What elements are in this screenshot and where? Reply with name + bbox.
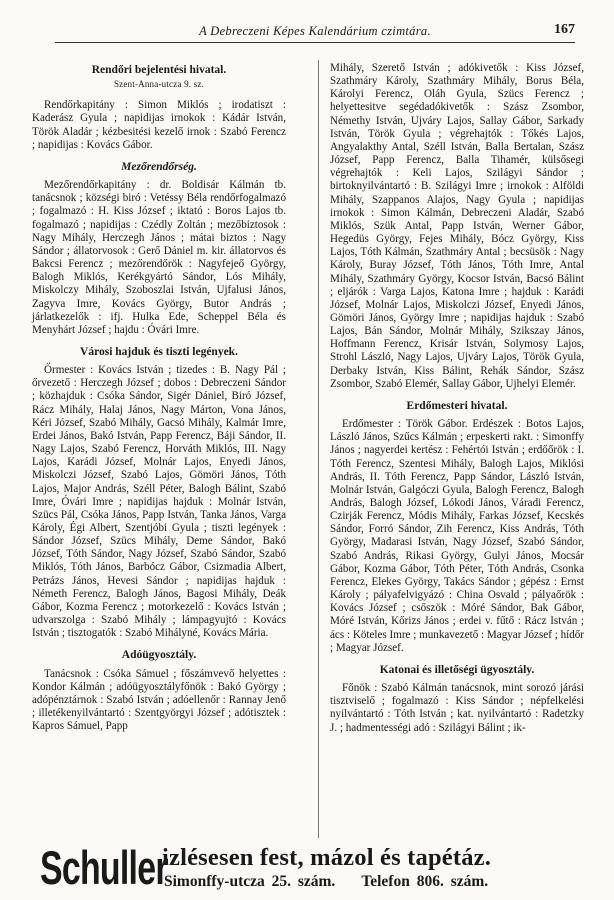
ad-contact [164, 873, 488, 891]
section-title: Városi hajduk és tiszti legények. [80, 345, 238, 358]
paragraph: Mezőrendőrkapitány : dr. Boldisár Kálmán tb. tanácsnok ; községi biró : Vetéssy Béla rendőrfogalmazó ; fogalmazó : H. Kiss József ; iktató : Boros Lajos tb. fogalmazó ; napidijas : Czédly Zoltán ; mezőbiztosok : Nagy Mihály, Herczegh János ; mátai biztos : Nagy Sándor ; állatorvosok : Gerő Dániel m. kir. állatorvos és Bakcsi Ferencz ; mezőrendőrök : Nagyfejeő György, Balogh Miklós, Kerékgyártó Sándor, Lós Mihály, Miskolczy Mihály, Szoboszlai István, Ujfalusi János, Zagyva Imre, Kovács György, Butor András ; járlatkezelők : ifj. Hulka Ede, Scheppel Béla és Menyhárt József ; hajdu : Óvári Imre. [32, 179, 286, 336]
ad-address: Simonffy-utcza 25. szám. [164, 873, 336, 890]
running-header [55, 22, 575, 43]
section-title: Mezőrendőrség. [121, 160, 197, 173]
section-title: Rendőri bejelentési hivatal. [91, 64, 227, 76]
paragraph: Főnök : Szabó Kálmán tanácsnok, mint sorozó járási tisztviselő ; fogalmazó : Kiss Sándor ; népfelkelési nyilvántartó : Tóth István ; kat. nyilvántartó : Radetzky J. ; hadmentességi adó : Szilágyi Bálint ; ik- [330, 682, 584, 734]
ad-tagline: izlésesen fest, mázol és tapétáz. [162, 844, 492, 871]
section-title: Katonai és illetőségi ügyosztály. [379, 663, 535, 676]
section-address: Szent-Anna-utcza 9. sz. [113, 79, 205, 90]
section-title: Adóügyosztály. [121, 649, 197, 662]
paragraph: Őrmester : Kovács István ; tizedes : B. Nagy Pál ; őrvezető : Herczegh József ; dobos : Debreczeni Sándor ; közhajduk : Csóka Sándor, Sigér Dániel, Biró József, Rácz Mihály, Halaj János, Nagy Márton, Vona János, Kéri József, Szabó Mihály, Gacsó Mihály, Kalmár Imre, Erdei János, Bakó István, Papp Ferencz, Báji Sándor, II. Nagy Lajos, Szabó Ferencz, Horváth Miklós, III. Nagy Lajos, Karádi József, Molnár Lajos, Enyedi János, Miskolczi József, Szabó Lajos, Gömöri János, Tóth Lajos, Major András, Széll Péter, Balogh Bálint, Szabó Imre, Óvári Imre ; napidijas hajduk : Molnár István, Szücs Pál, Csóka János, Papp István, Tanka János, Varga Károly, Égi Albert, Szentjóbi Gyula ; tiszti legények : Sándor József, Szücs Mihály, Deme Sándor, Bakó József, Tóth Sándor, Nagy József, Szabó Sándor, Szabó Miklós, Tóth János, Barbócz Gábor, Csizmadia Albert, Petrázs János, Hevesi Sándor ; napidijas hajduk : Németh Ferencz, Balogh János, Bagosi Mihály, Deák Gábor, Kozma Ferencz ; motorkezelő : Kovács István ; udvarszolga : Szabó Mihály ; lámpagyujtó : Kovács István ; tisztogatók : Szabó Mihályné, Kovács Mária. [32, 364, 286, 640]
paragraph: Erdőmester : Török Gábor. Erdészek : Botos Lajos, László János, Szűcs Kálmán ; erpeskerti rakt. : Simonffy János ; nagyerdei kertész : Fehértói István ; erdőőrök : I. Tóth Ferencz, Szentesi Mihály, Balogh Lajos, Miklósi András, II. Tóth Ferencz, Papp Sándor, László István, Molnár István, Galgóczi Gyula, Balogh Ferencz, Balogh András, Balogh József, Lókodi János, Váradi Ferencz, Czirják Ferencz, Módis Mihály, Farkas József, Kecskés Sándor, Forró Sándor, Zih Ferencz, Kiss András, Tóth György, Madarasi István, Nagy József, Szabó Sándor, Szabó András, Rikasi György, Gulyi János, Mocsár Gábor, Kozma Gábor, Tóth Péter, Tóth András, Csonka Ferencz, Elekes György, Takács Sándor ; gépész : Ernst Károly ; pályafelvigyázó : China Osvald ; pályaőrök : Kovács József ; csőszök : Móré Sándor, Bak Gábor, Móré István, Kőrizs János ; erdei v. fűtő : Rácz István ; ács : Köteles Imre ; munkavezető : Magyar József ; hídőr ; Magyar József. [330, 418, 584, 654]
section-title: Erdőmesteri hivatal. [406, 399, 508, 412]
advertisement [40, 842, 585, 898]
ad-phone: Telefon 806. szám. [361, 873, 489, 890]
right-column [330, 62, 584, 735]
column-divider [318, 60, 319, 838]
ad-brand: Schuller [40, 841, 168, 894]
paragraph: Rendőrkapitány : Simon Miklós ; irodatiszt : Kaderász Gyula ; napidijas irnokok : Kádár István, Török Aladár ; kézbesitési kezelő irnok : Szabó Ferencz ; napidijas : Kovács Gábor. [32, 99, 286, 151]
running-title: A Debreczeni Képes Kalendárium czimtára. [199, 24, 431, 38]
paragraph: Tanácsnok : Csóka Sámuel ; főszámvevő helyettes : Kondor Kálmán ; adóügyosztályfőnök : Bakó György ; adópénztárnok : Szabó István ; adóellenőr : Rannay Jenő ; illetékenyilvántartó : Szentgyörgyi József ; adótisztek : Kapros Sámuel, Papp [32, 667, 286, 733]
page-number: 167 [554, 22, 575, 37]
left-column [32, 64, 286, 733]
paragraph-continued: Mihály, Szerető István ; adókivetők : Kiss József, Szathmáry Károly, Szathmáry Mihály, Borus Béla, Károlyi Ferencz, Oláh Gyula, Szücs Ferencz ; helyettesitve segédadókivetők : Szász Zsombor, Némethy István, Ujváry Lajos, Sallay Gábor, Sarkady István, Török Gyula ; végrehajtók : Tőkés Lajos, Angyalakthy Antal, Széll István, Balla Bertalan, Szász József, Papp Ferencz, Balla Tihamér, külsősegi végrehajtók : Keli Lajos, Szilágyi Sándor ; birtoknyilvántartó : B. Szilágyi Imre ; irnokok : Alföldi Mihály, Szappanos Alajos, Nagy Gyula ; napidijas irnokok : Simon Kálmán, Debreczeni Aladár, Szabó Miklós, Szük Antal, Papp István, Werner Gábor, Hegedüs György, Fejes Mihály, Bócz György, Kiss Lajos, Tóth Kálmán, Szathmáry Antal ; becsüsök : Nagy Károly, Buray József, Tóth János, Tóth Imre, Antal Mihály, Szathmáry György, Kocsor István, Bacsó Bálint ; eljárók : Varga Lajos, Katona Imre ; hajduk : Karádi József, Molnár Lajos, Miskolczi József, Enyedi János, Gömöri János, György Imre ; napidijas hajduk : Szabó Lajos, Bán Sándor, Molnár Mihály, Szikszay János, Hoffmann Ferencz, Krisár István, Solymosy Lajos, Strohl László, Nagy Lajos, Ujváry Lajos, Török Gyula, Derbaky István, Kiss Bálint, Rehák Sándor, Szász Zsombor, Szabó Elemér, Sallay Gábor, Ujhelyi Elemér. [330, 62, 584, 390]
